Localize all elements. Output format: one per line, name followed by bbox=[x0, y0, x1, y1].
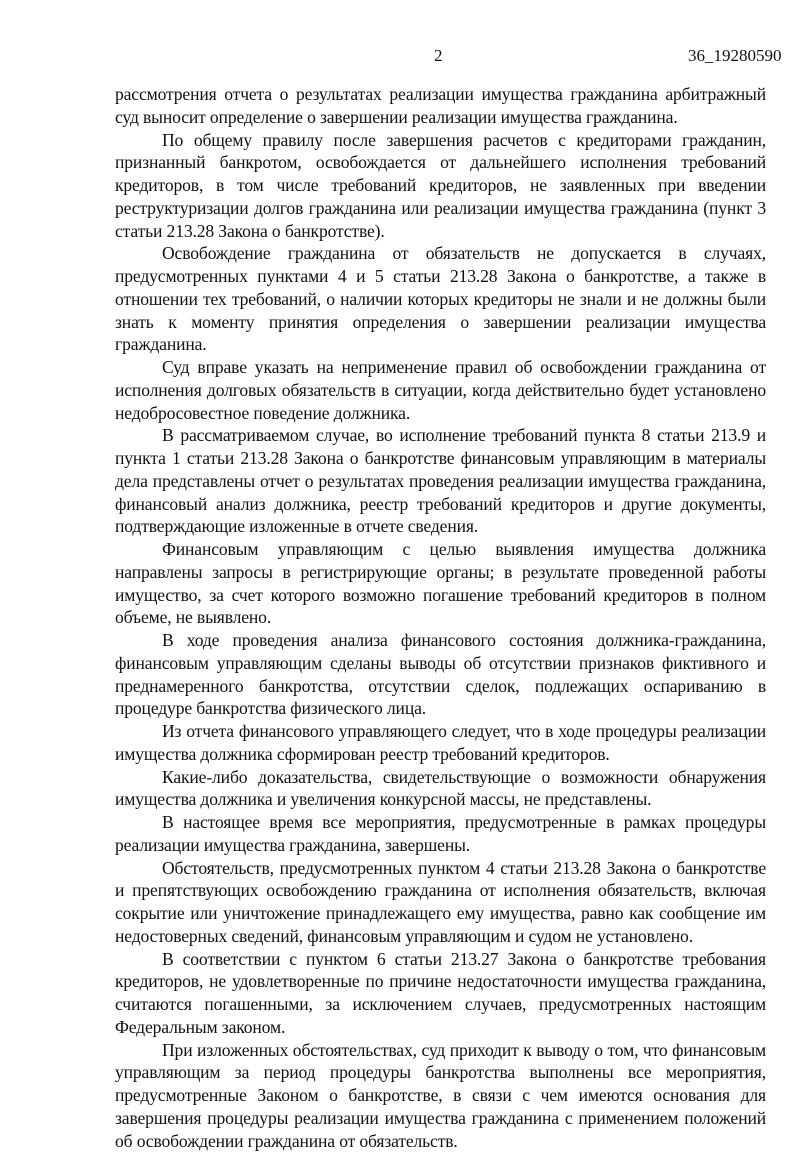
paragraph: В рассматриваемом случае, во исполнение требований пункта 8 статьи 213.9 и пункта 1 статьи 213.28 Закона о банкротстве финансовым управляющим в материалы дела представлены отчет о результатах проведения реализации имущества гражданина, финансовый анализ должника, реестр требований кредиторов и другие документы, подтверждающие изложенные в отчете сведения. bbox=[115, 424, 766, 538]
paragraph: В соответствии с пунктом 6 статьи 213.27 Закона о банкротстве требования кредиторов, не удовлетворенные по причине недостаточности имущества гражданина, считаются погашенными, за исключением случаев, предусмотренных настоящим Федеральным законом. bbox=[115, 948, 766, 1039]
paragraph: Финансовым управляющим с целью выявления имущества должника направлены запросы в регистрирующие органы; в результате проведенной работы имущество, за счет которого возможно погашение требований кредиторов в полном объеме, не выявлено. bbox=[115, 538, 766, 629]
paragraph: Обстоятельств, предусмотренных пунктом 4 статьи 213.28 Закона о банкротстве и препятствующих освобождению гражданина от исполнения обязательств, включая сокрытие или уничтожение принадлежащего ему имущества, равно как сообщение им недостоверных сведений, финансовым управляющим и судом не установлено. bbox=[115, 857, 766, 948]
page-number: 2 bbox=[434, 46, 443, 66]
paragraph: В ходе проведения анализа финансового состояния должника-гражданина, финансовым управляющим сделаны выводы об отсутствии признаков фиктивного и преднамеренного банкротства, отсутствии сделок, подлежащих оспариванию в процедуре банкротства физического лица. bbox=[115, 629, 766, 720]
paragraph: Какие-либо доказательства, свидетельствующие о возможности обнаружения имущества должника и увеличения конкурсной массы, не представлены. bbox=[115, 766, 766, 812]
paragraph: Суд вправе указать на неприменение правил об освобождении гражданина от исполнения долговых обязательств в ситуации, когда действительно будет установлено недобросовестное поведение должника. bbox=[115, 356, 766, 424]
paragraph: В настоящее время все мероприятия, предусмотренные в рамках процедуры реализации имущества гражданина, завершены. bbox=[115, 811, 766, 857]
page-header bbox=[0, 46, 800, 70]
document-body bbox=[115, 83, 766, 1152]
paragraph: По общему правилу после завершения расчетов с кредиторами гражданин, признанный банкротом, освобождается от дальнейшего исполнения требований кредиторов, в том числе требований кредиторов, не заявленных при введении реструктуризации долгов гражданина или реализации имущества гражданина (пункт 3 статьи 213.28 Закона о банкротстве). bbox=[115, 129, 766, 243]
paragraph: При изложенных обстоятельствах, суд приходит к выводу о том, что финансовым управляющим за период процедуры банкротства выполнены все мероприятия, предусмотренные Законом о банкротстве, в связи с чем имеются основания для завершения процедуры реализации имущества гражданина с применением положений об освобождении гражданина от обязательств. bbox=[115, 1039, 766, 1152]
paragraph: Освобождение гражданина от обязательств не допускается в случаях, предусмотренных пунктами 4 и 5 статьи 213.28 Закона о банкротстве, а также в отношении тех требований, о наличии которых кредиторы не знали и не должны были знать к моменту принятия определения о завершении реализации имущества гражданина. bbox=[115, 242, 766, 356]
paragraph: Из отчета финансового управляющего следует, что в ходе процедуры реализации имущества должника сформирован реестр требований кредиторов. bbox=[115, 720, 766, 766]
paragraph-continuation: рассмотрения отчета о результатах реализации имущества гражданина арбитражный суд выносит определение о завершении реализации имущества гражданина. bbox=[115, 83, 766, 129]
document-id: 36_19280590 bbox=[688, 46, 782, 66]
